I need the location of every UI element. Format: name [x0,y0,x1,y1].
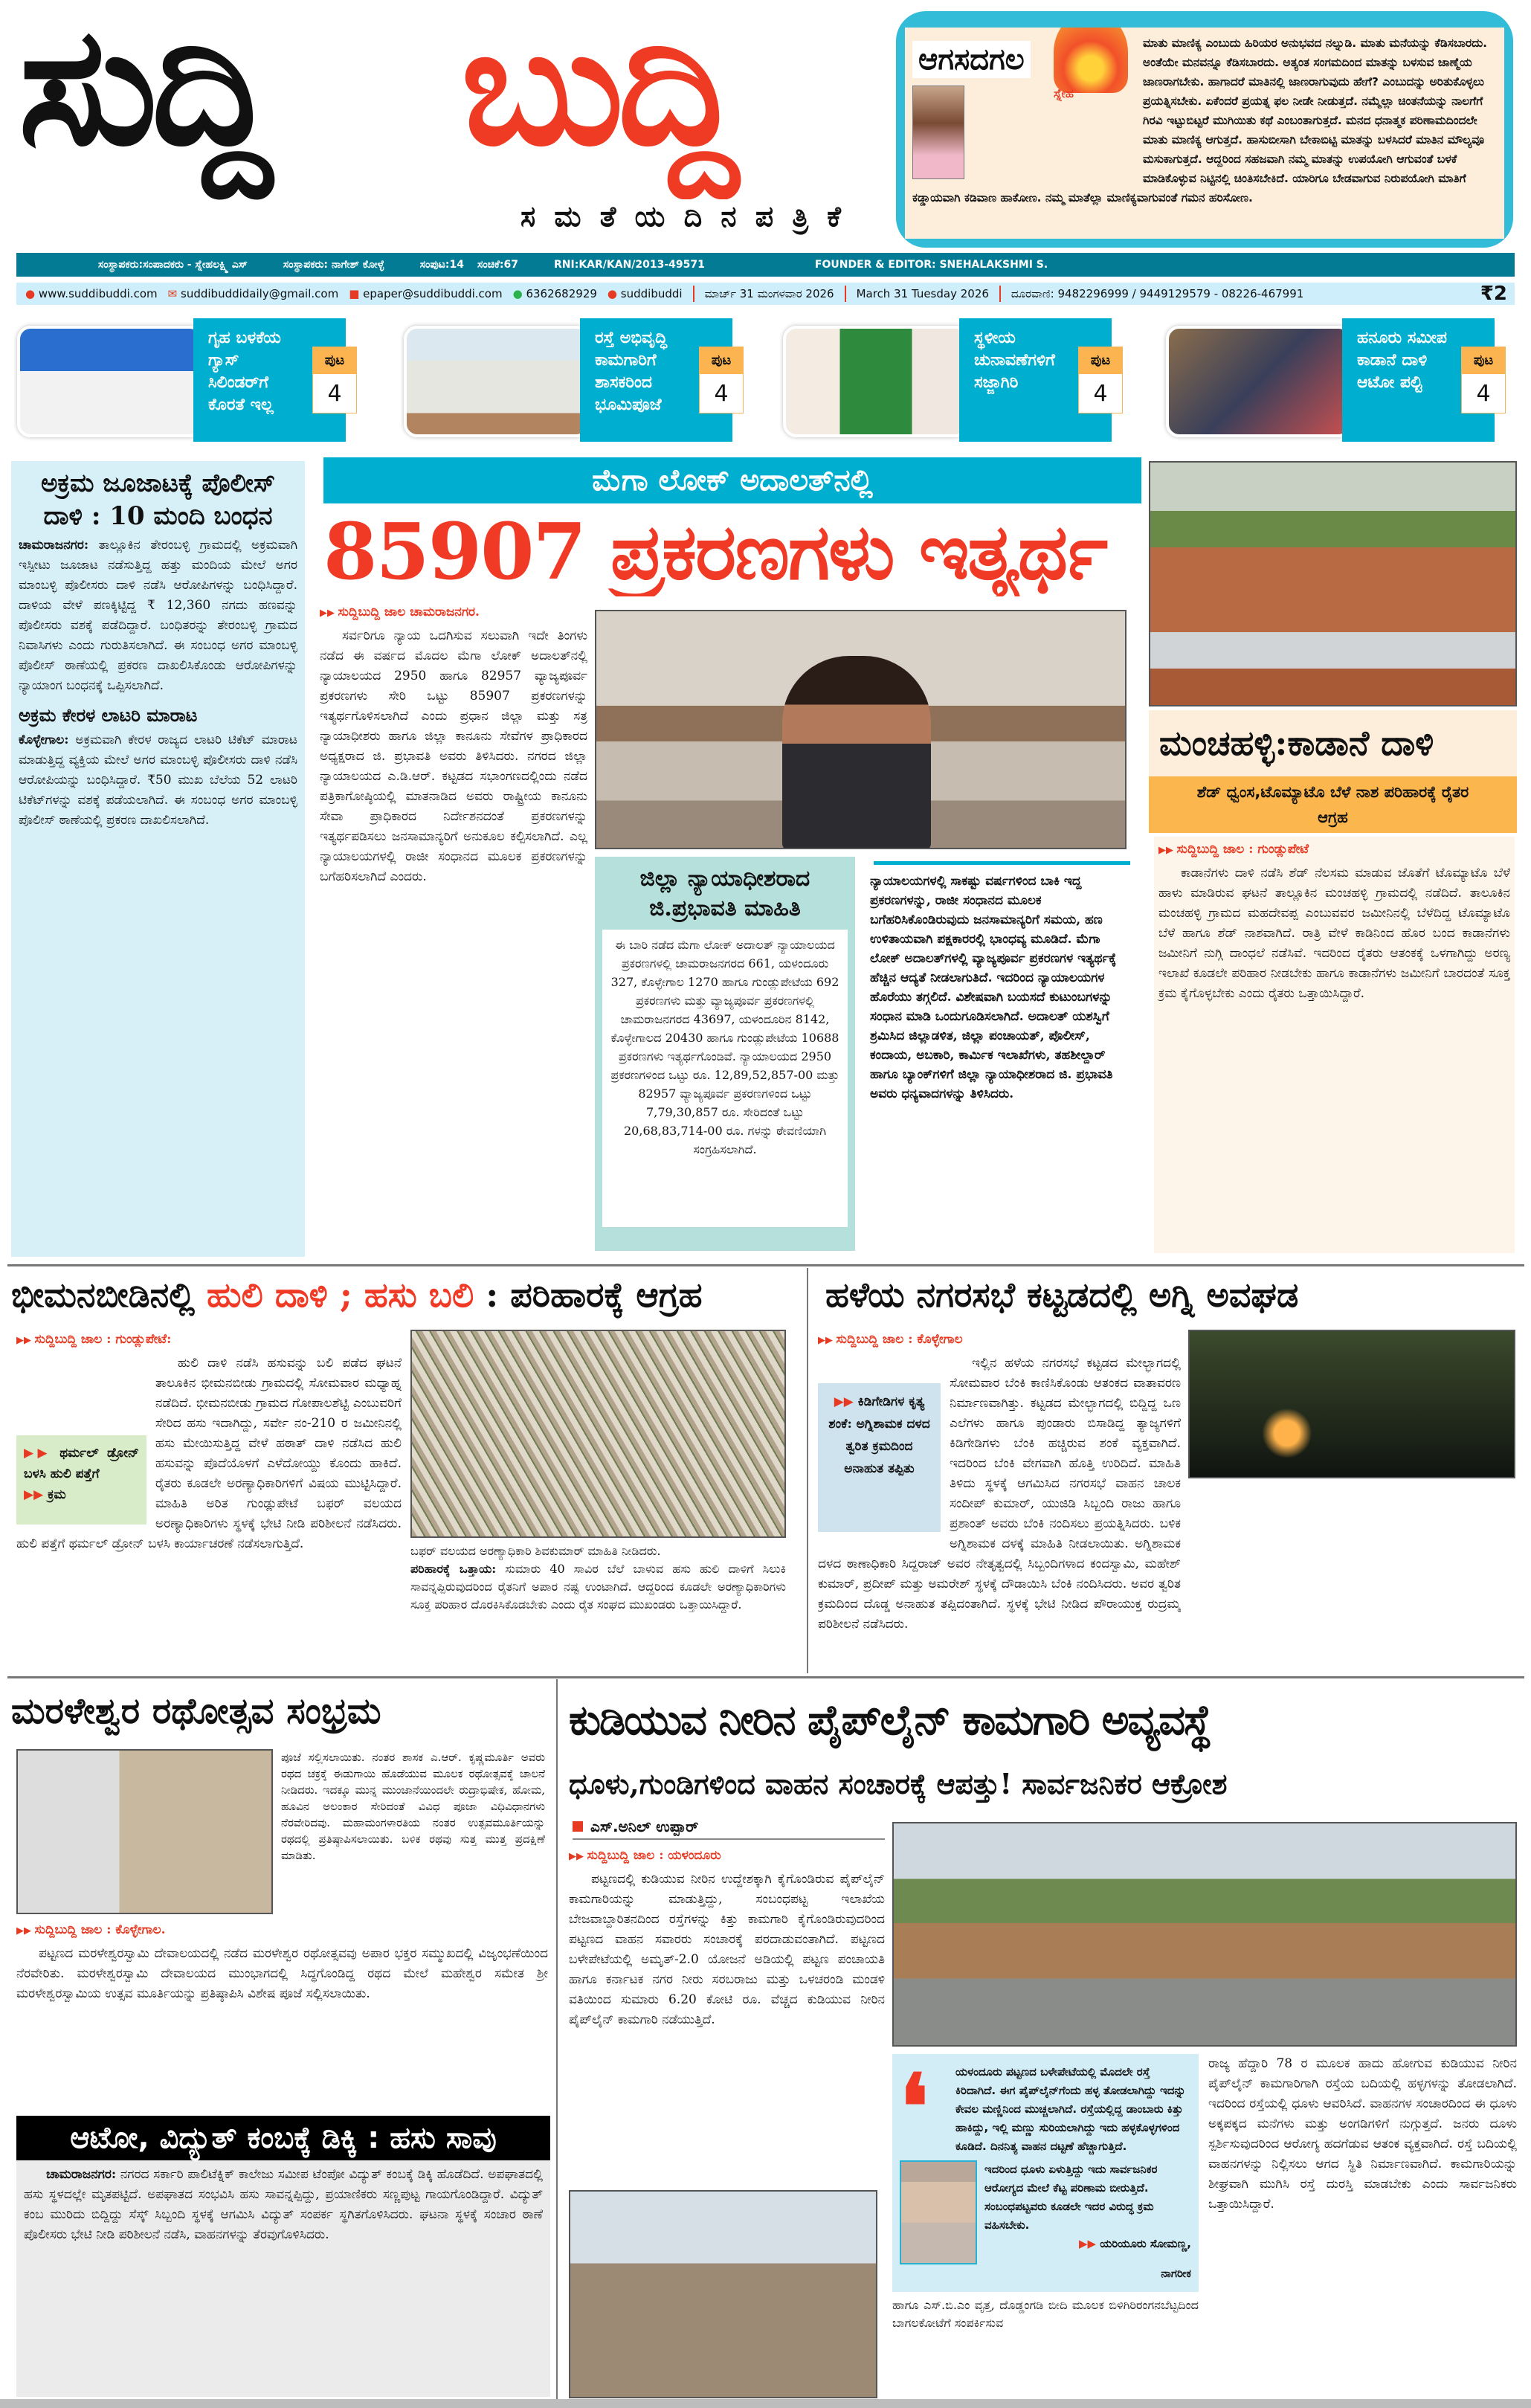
article-tiger-body: ▶▶ ಸುದ್ದಿಬುದ್ದಿ ಜಾಲ : ಗುಂಡ್ಲುಪೇಟೆ: ▶▶ ಥರ್ಮಲ್ ಡ್ರೋನ್ ಬಳಸಿ ಹುಲಿ ಪತ್ತೆಗೆ ▶▶ ಕ್ರಮ ಹುಲಿ ದಾಳಿ ನಡೆಸಿ ಹಸುವನ್ನು ಬಲಿ ಪಡೆದ ಘಟನೆ ತಾಲೂಕಿನ ಭೀಮನಬೀಡು ಗ್ರಾಮದಲ್ಲಿ ಸೋಮವಾರ ಮಧ್ಯಾಹ್ನ ನಡೆದಿದೆ. ಭೀಮನಬೀಡು ಗ್ರಾಮದ ಗೋಪಾಲಶೆಟ್ಟಿ ಎಂಬುವರಿಗೆ ಸೇರಿದ ಹಸು ಇದಾಗಿದ್ದು, ಸರ್ವೇ ನಂ-210 ರ ಜಮೀನಿನಲ್ಲಿ ಹಸು ಮೇಯಿಸುತ್ತಿದ್ದ ವೇಳೆ ಹಠಾತ್ ದಾಳಿ ನಡೆಸಿದ ಹುಲಿ ಹಸುವನ್ನು ಪೊದೆಯೊಳಗೆ ಎಳೆದೋಯ್ದು ಕೊಂದು ಹಾಕಿದೆ. ರೈತರು ಕೂಡಲೇ ಅರಣ್ಯಾಧಿಕಾರಿಗಳಿಗೆ ವಿಷಯ ಮುಟ್ಟಿಸಿದ್ದಾರೆ. ಮಾಹಿತಿ ಅರಿತ ಗುಂಡ್ಲುಪೇಟೆ ಬಫರ್ ವಲಯದ ಅರಣ್ಯಾಧಿಕಾರಿಗಳು ಸ್ಥಳಕ್ಕೆ ಭೇಟಿ ನೀಡಿ ಪರಿಶೀಲನೆ ನಡೆಸಿದರು. ಹುಲಿ ಪತ್ತೆಗೆ ಥರ್ಮಲ್ ಡ್ರೋನ್ ಬಳಸಿ ಕಾರ್ಯಾಚರಣೆ ನಡೆಸಲಾಗುತ್ತಿದೆ. [11,1330,402,1664]
globe-icon: ● [25,287,36,300]
mail-icon: ✉ [167,287,178,300]
publisher-label: ಸಂಸ್ಥಾಪಕರು: ನಾಗೇಶ್ ಕೋಳ್ಳೆ [283,259,384,271]
subheadline: ಶೆಡ್ ಧ್ವಂಸ,ಟೊಮ್ಯಾಟೊ ಬೆಳೆ ನಾಶ ಪರಿಹಾರಕ್ಕೆ ರೈತರ ಆಗ್ರಹ [1149,776,1517,833]
article-body: ಚಾಮರಾಜನಗರ: ತಾಲ್ಲೂಕಿನ ತೇರಂಬಳ್ಳಿ ಗ್ರಾಮದಲ್ಲಿ ಅಕ್ರಮವಾಗಿ ಇಸ್ಪೀಟು ಜೂಜಾಟ ನಡೆಸುತ್ತಿದ್ದ ಹತ್ತು ಮಂದಿಯ ಮೇಲೆ ಅಗರ ಮಾಂಬಳ್ಳಿ ಪೊಲೀಸರು ದಾಳಿ ನಡೆಸಿ ಆರೋಪಿಗಳನ್ನು ಬಂಧಿಸಿದ್ದಾರೆ. ದಾಳಿಯ ವೇಳೆ ಪಣಕ್ಕಿಟ್ಟಿದ್ದ ₹ 12,360 ನಗದು ಹಣವನ್ನು ಪೊಲೀಸರು ವಶಕ್ಕೆ ಪಡೆದಿದ್ದಾರೆ. ಬಂಧಿತರನ್ನು ತೇರಂಬಳ್ಳಿ ಗ್ರಾಮದ ನಿವಾಸಿಗಳು ಎಂದು ಗುರುತಿಸಲಾಗಿದೆ. ಈ ಸಂಬಂಧ ಅಗರ ಮಾಂಬಳ್ಳಿ ಪೊಲೀಸ್ ಠಾಣೆಯಲ್ಲಿ ಪ್ರಕರಣ ದಾಖಲಿಸಿಕೊಂಡು ಆರೋಪಿಗಳನ್ನು ನ್ಯಾಯಾಂಗ ಬಂಧನಕ್ಕೆ ಒಪ್ಪಿಸಲಾಗಿದೆ. [19,538,297,693]
author-photo [912,86,964,179]
judge-photo [595,610,1127,849]
website-link[interactable]: ● www.suddibuddi.com [25,287,158,300]
contact-bar [16,283,1515,305]
info-box-text: ಈ ಬಾರಿ ನಡೆದ ಮೆಗಾ ಲೋಕ್ ಅದಾಲತ್ ನ್ಯಾಯಾಲಯದ ಪ್ರಕರಣಗಳಲ್ಲಿ ಚಾಮರಾಜನಗರದ 661, ಯಳಂದೂರು 327, ಕೊಳ್ಳೇಗಾಲ 1270 ಹಾಗೂ ಗುಂಡ್ಲುಪೇಟೆಯ 692 ಪ್ರಕರಣಗಳು ಮತ್ತು ವ್ಯಾಜ್ಯಪೂರ್ವ ಪ್ರಕರಣಗಳಲ್ಲಿ ಚಾಮರಾಜನಗರದ 43697, ಯಳಂದೂರಿನ 8142, ಕೊಳ್ಳೇಗಾಲದ 20430 ಹಾಗೂ ಗುಂಡ್ಲುಪೇಟೆಯ 10688 ಪ್ರಕರಣಗಳು ಇತ್ಯರ್ಥಗೊಂಡಿವೆ. ನ್ಯಾಯಾಲಯದ 2950 ಪ್ರಕರಣಗಳಿಂದ ಒಟ್ಟು ರೂ. 12,89,52,857-00 ಮತ್ತು 82957 ವ್ಯಾಜ್ಯಪೂರ್ವ ಪ್ರಕರಣಗಳಿಂದ ಒಟ್ಟು 7,79,30,857 ರೂ. ಸೇರಿದಂತೆ ಒಟ್ಟು 20,68,83,714-00 ರೂ. ಗಳನ್ನು ಠೇವಣಿಯಾಗಿ ಸಂಗ್ರಹಿಸಲಾಗಿದೆ. [602,930,848,1227]
teaser-title: ಸ್ಥಳೀಯ ಚುನಾವಣೆಗಳಿಗೆ ಸಜ್ಜಾಗಿರಿ [959,318,1112,442]
pipeline-subheadline: ಧೂಳು,ಗುಂಡಿಗಳಿಂದ ವಾಹನ ಸಂಚಾರಕ್ಕೆ ಆಪತ್ತು! ಸಾರ್ವಜನಿಕರ ಆಕ್ರೋಶ [569,1767,1228,1800]
column-divider [556,1679,558,2401]
teaser-title: ಗೃಹ ಬಳಕೆಯ ಗ್ಯಾಸ್ ಸಿಲಿಂಡರ್‌ಗೆ ಕೊರತೆ ಇಲ್ಲ [193,318,346,442]
pipeline-headline: ಕುಡಿಯುವ ನೀರಿನ ಪೈಪ್‌ಲೈನ್ ಕಾಮಗಾರಿ ಅವ್ಯವಸ್ಥೆ [569,1696,1211,1745]
teaser-photo [1166,326,1352,437]
article-festival-body: ▶▶ ಸುದ್ದಿಬುದ್ದಿ ಜಾಲ : ಕೊಳ್ಳೇಗಾಲ. ಪಟ್ಟಣದ ಮರಳೇಶ್ವರಸ್ವಾಮಿ ದೇವಾಲಯದಲ್ಲಿ ನಡೆದ ಮರಳೇಶ್ವರ ರಥೋತ್ಸವವು ಅಪಾರ ಭಕ್ತರ ಸಮ್ಮುಖದಲ್ಲಿ ವಿಜೃಂಭಣೆಯಿಂದ ನೆರವೇರಿತು. ಮರಳೇಶ್ವರಸ್ವಾಮಿ ದೇವಾಲಯದ ಮುಂಭಾಗದಲ್ಲಿ ಸಿದ್ಧಗೊಂಡಿದ್ದ ರಥದ ಮೇಲೆ ಮಹೇಶ್ವರ ಸಮೇತ ಶ್ರೀ ಮರಳೇಶ್ವರಸ್ವಾಮಿಯ ಉತ್ಸವ ಮೂರ್ತಿಯನ್ನು ಪ್ರತಿಷ್ಠಾಪಿಸಿ ವಿಶೇಷ ಪೂಜೆ ಸಲ್ಲಿಸಲಾಯಿತು. [16,1920,548,2110]
email-link[interactable]: ✉ suddibuddidaily@gmail.com [167,287,339,300]
teaser-photo [783,326,969,437]
quote-author: ಯರಿಯೂರು ಸೋಮಣ್ಣ, [1100,2237,1191,2250]
info-bar [16,253,1515,277]
teaser-road[interactable] [398,318,740,442]
teaser-photo [404,326,590,437]
issue-label: ಸಂಚಿಕೆ:67 [477,259,519,271]
article-auto-body: ಚಾಮರಾಜನಗರ: ನಗರದ ಸರ್ಕಾರಿ ಪಾಲಿಟೆಕ್ನಿಕ್ ಕಾಲೇಜು ಸಮೀಪ ಟೆಂಪೋ ವಿದ್ಯುತ್ ಕಂಬಕ್ಕೆ ಡಿಕ್ಕಿ ಹೊಡೆದಿದೆ. ಅಪಘಾತದಲ್ಲಿ ಹಸು ಸ್ಥಳದಲ್ಲೇ ಮೃತಪಟ್ಟಿದೆ. ಅಪಘಾತದ ಸಂಭವಿಸಿ ಹಸು ಸಾವನ್ನಪ್ಪಿದ್ದು, ಪ್ರಯಾಣಿಕರು ಸಣ್ಣಪುಟ್ಟ ಗಾಯಗೊಂಡಿದ್ದಾರೆ. ವಿದ್ಯುತ್ ಕಂಬ ಮುರಿದು ಬಿದ್ದಿದ್ದು ಸೆಸ್ಕ್ ಸಿಬ್ಬಂದಿ ಸ್ಥಳಕ್ಕೆ ಆಗಮಿಸಿ ವಿದ್ಯುತ್ ಸಂಪರ್ಕ ಸ್ಥಗಿತಗೊಳಿಸಿದರು. ಘಟನಾ ಸ್ಥಳಕ್ಕೆ ಸಂಚಾರ ಠಾಣೆ ಪೊಲೀಸರು ಭೇಟಿ ನೀಡಿ ಪರಿಶೀಲನೆ ನಡೆಸಿ, ವಾಹನಗಳನ್ನು ತೆರವುಗೊಳಿಸಿದರು. [24,2167,543,2242]
festival-headline: ಮರಳೇಶ್ವರ ರಥೋತ್ಸವ ಸಂಭ್ರಮ [11,1690,381,1732]
article-auto [16,2116,550,2397]
volume-label: ಸಂಪುಟ:14 [419,259,465,271]
tiger-headline: ಭೀಮನಬೀಡಿನಲ್ಲಿ ಹುಲಿ ದಾಳಿ ; ಹಸು ಬಲಿ : ಪರಿಹಾರಕ್ಕೆ ಆಗ್ರಹ [11,1275,703,1315]
info-box-title: ಜಿಲ್ಲಾ ನ್ಯಾಯಾಧೀಶರಾದ ಜಿ.ಪ್ರಭಾವತಿ ಮಾಹಿತಿ [639,866,810,921]
elephant-headline-box [1149,710,1517,833]
masthead [0,0,892,245]
epaper-icon: ■ [349,287,360,300]
column-header [912,33,1135,182]
fire-sidebar: ▶▶ ಕಿಡಿಗೇಡಿಗಳ ಕೃತ್ಯ ಶಂಕೆ: ಅಗ್ನಿಶಾಮಕ ದಳದ ತ್ವರಿತ ಕ್ರಮದಿಂದ ಅನಾಹುತ ತಪ್ಪಿತು [818,1383,941,1532]
quote-box: ❛ ಯಳಂದೂರು ಪಟ್ಟಣದ ಬಳೇಪೇಟೆಯಲ್ಲಿ ಮೊದಲೇ ರಸ್ತೆ ಕಿರಿದಾಗಿದೆ. ಈಗ ಪೈಪ್‌ಲೈನ್‌ಗೆಂದು ಹಳ್ಳ ತೋಡಲಾಗಿದ್ದು ಇದನ್ನು ಕೇವಲ ಮಣ್ಣಿನಿಂದ ಮುಚ್ಚಲಾಗಿದೆ. ರಸ್ತೆಯಲ್ಲಿದ್ದ ಡಾಂಬಾರು ಕಿತ್ತು ಹಾಕಿದ್ದು, ಇಲ್ಲಿ ಮಣ್ಣು ಸುರಿಯಲಾಗಿದ್ದು ಇದು ಹಳ್ಳಕೊಳ್ಳಗಳಿಂದ ಕೂಡಿದೆ. ದಿನನಿತ್ಯ ವಾಹನ ದಟ್ಟಣೆ ಹೆಚ್ಚಾಗುತ್ತಿದೆ. ಇದರಿಂದ ಧೂಳು ಏಳುತ್ತಿದ್ದು ಇದು ಸಾರ್ವಜನಿಕರ ಆರೋಗ್ಯದ ಮೇಲೆ ಕೆಟ್ಟ ಪರಿಣಾಮ ಬೀರುತ್ತಿದೆ. ಸಂಬಂಧಪಟ್ಟವರು ಕೂಡಲೇ ಇದರ ವಿರುದ್ಧ ಕ್ರಮ ವಹಿಸಬೇಕು. ▶▶ ಯರಿಯೂರು ಸೋಮಣ್ಣ, ನಾಗರೀಕ [892,2054,1199,2292]
teaser-title: ಹನೂರು ಸಮೀಪ ಕಾಡಾನೆ ದಾಳಿ ಆಟೋ ಪಲ್ಟಿ [1342,318,1495,442]
footer-bar [0,2399,1531,2408]
teaser-election[interactable] [777,318,1119,442]
social-handle: ● suddibuddi [607,287,683,300]
pipeline-road-photo [892,1822,1517,2047]
pipeline-street-photo [569,2190,877,2398]
byline-marker-icon [573,1821,583,1832]
tiger-sidebar: ▶▶ ಥರ್ಮಲ್ ಡ್ರೋನ್ ಬಳಸಿ ಹುಲಿ ಪತ್ತೆಗೆ ▶▶ ಕ್ರಮ [16,1435,146,1525]
teaser-elephant-auto[interactable] [1160,318,1502,442]
pipeline-tail: ಹಾಗೂ ಎಸ್.ಬಿ.ಎಂ ವೃತ್ತ, ದೊಡ್ಡಂಗಡಿ ಬೀದಿ ಮೂಲಕ ಬಿಳಿಗಿರಿರಂಗನಬೆಟ್ಟದಿಂದ ಬಾಗಲಕೋಟೆಗೆ ಸಂಪರ್ಕಿಸುವ [892,2298,1199,2330]
column-author: ಸ್ನೇಹ [1054,86,1074,100]
page-badge: ಪುಟ 4 [1078,347,1123,413]
auto-headline: ಆಟೋ, ವಿದ್ಯುತ್ ಕಂಬಕ್ಕೆ ಡಿಕ್ಕಿ : ಹಸು ಸಾವು [16,2116,550,2160]
section-divider [7,1264,1524,1266]
article-tiger [11,1272,799,1672]
founder-label: FOUNDER & EDITOR: SNEHALAKSHMI S. [814,259,1048,271]
masthead-tagline: ಸ ಮ ತೆ ಯ ದಿ ನ ಪ ತ್ರಿ ಕೆ [513,199,853,234]
elephant-damage-photo [1149,461,1517,706]
tiger-kill-photo [410,1330,786,1538]
page-badge: ಪುಟ 4 [312,347,357,413]
sunset-logo-icon [1054,28,1128,93]
logo-suddi: ಸುದ್ದಿ [19,0,266,181]
epaper-link[interactable]: ■ epaper@suddibuddi.com [349,287,503,300]
column-divider [807,1268,808,1673]
whatsapp-icon: ● [512,287,523,300]
article-gambling [11,461,305,1257]
article-body: ಕೊಳ್ಳೇಗಾಲ: ಅಕ್ರಮವಾಗಿ ಕೇರಳ ರಾಜ್ಯದ ಲಾಟರಿ ಟಿಕೆಟ್ ಮಾರಾಟ ಮಾಡುತ್ತಿದ್ದ ವ್ಯಕ್ತಿಯ ಮೇಲೆ ಅಗರ ಮಾಂಬಳ್ಳಿ ಪೊಲೀಸರು ದಾಳಿ ನಡೆಸಿ ಆರೋಪಿಯನ್ನು ಬಂಧಿಸಿದ್ದಾರೆ. ₹50 ಮುಖ ಬೆಲೆಯ 52 ಲಾಟರಿ ಟಿಕೆಟ್‌ಗಳನ್ನು ವಶಕ್ಕೆ ಪಡೆಯಲಾಗಿದೆ. ಈ ಸಂಬಂಧ ಅಗರ ಮಾಂಬಳ್ಳಿ ಪೊಲೀಸ್ ಠಾಣೆಯಲ್ಲಿ ಪ್ರಕರಣ ದಾಖಲಿಸಲಾಗಿದೆ. [19,733,298,828]
teaser-title: ರಸ್ತೆ ಅಭಿವೃದ್ಧಿ ಕಾಮಗಾರಿಗೆ ಶಾಸಕರಿಂದ ಭೂಮಿಪೂಜೆ [580,318,732,442]
headline: ಅಕ್ರಮ ಜೂಜಾಟಕ್ಕೆ ಪೊಲೀಸ್ ದಾಳಿ : 10 ಮಂದಿ ಬಂಧನ [40,469,276,531]
subheadline: ಅಕ್ರಮ ಕೇರಳ ಲಾಟರಿ ಮಾರಾಟ [19,704,198,726]
article-fire-body: ▶▶ ಸುದ್ದಿಬುದ್ದಿ ಜಾಲ : ಕೊಳ್ಳೇಗಾಲ ▶▶ ಕಿಡಿಗೇಡಿಗಳ ಕೃತ್ಯ ಶಂಕೆ: ಅಗ್ನಿಶಾಮಕ ದಳದ ತ್ವರಿತ ಕ್ರಮದಿಂದ ಅನಾಹುತ ತಪ್ಪಿತು ಇಲ್ಲಿನ ಹಳೆಯ ನಗರಸಭೆ ಕಟ್ಟಡದ ಮೇಲ್ಭಾಗದಲ್ಲಿ ಸೋಮವಾರ ಬೆಂಕಿ ಕಾಣಿಸಿಕೊಂಡು ಆತಂಕದ ವಾತಾವರಣ ನಿರ್ಮಾಣವಾಗಿತ್ತು. ಕಟ್ಟಡದ ಮೇಲ್ಭಾಗದಲ್ಲಿ ಬಿದ್ದಿದ್ದ ಒಣ ಎಲೆಗಳು ಹಾಗೂ ಪುಂಡಾರು ಬಿಸಾಡಿದ್ದ ತ್ಯಾಜ್ಯಗಳಿಗೆ ಕಿಡಿಗೇಡಿಗಳು ಬೆಂಕಿ ಹಚ್ಚಿರುವ ಶಂಕೆ ವ್ಯಕ್ತವಾಗಿದೆ. ಇದರಿಂದ ಬೆಂಕಿ ವೇಗವಾಗಿ ಹೊತ್ತಿ ಉರಿದಿದೆ. ಮಾಹಿತಿ ತಿಳಿದು ಸ್ಥಳಕ್ಕೆ ಆಗಮಿಸಿದ ನಗರಸಭೆ ವಾಹನ ಚಾಲಕ ಸಂದೀಪ್ ಕುಮಾರ್, ಯುಜಿಡಿ ಸಿಬ್ಬಂದಿ ರಾಜು ಹಾಗೂ ಪ್ರಶಾಂತ್ ಅವರು ಬೆಂಕಿ ನಂದಿಸಲು ಪ್ರಯತ್ನಿಸಿದರು. ಬಳಿಕ ಅಗ್ನಿಶಾಮಕ ದಳಕ್ಕೆ ಮಾಹಿತಿ ನೀಡಲಾಯಿತು. ಅಗ್ನಿಶಾಮಕ ದಳದ ಠಾಣಾಧಿಕಾರಿ ಸಿದ್ದರಾಜ್ ಅವರ ನೇತೃತ್ವದಲ್ಲಿ ಸಿಬ್ಬಂದಿಗಳಾದ ಕಂದಸ್ವಾಮಿ, ಮಹೇಶ್ ಕುಮಾರ್, ಪ್ರದೀಪ್ ಮತ್ತು ಅಮರೇಶ್ ಸ್ಥಳಕ್ಕೆ ದೌಡಾಯಿಸಿ ಬೆಂಕಿ ನಂದಿಸಿದರು. ಅವರ ತ್ವರಿತ ಕ್ರಮದಿಂದ ದೊಡ್ಡ ಅನಾಹುತ ತಪ್ಪಿದಂತಾಗಿದೆ. ಸ್ಥಳಕ್ಕೆ ಭೇಟಿ ನೀಡಿದ ಪೌರಾಯುಕ್ತ ರುದ್ರಮ್ಮ ಪರಿಶೀಲನೆ ನಡೆಸಿದರು. [818,1330,1181,1664]
headline: ಮಂಚಹಳ್ಳಿ:ಕಾಡಾನೆ ದಾಳಿ [1159,723,1434,763]
info-box [595,857,855,1251]
teaser-photo [17,326,203,437]
column-title: ಆಗಸದಗಲ [912,41,1031,78]
article-lok-adalat-side: ನ್ಯಾಯಾಲಯಗಳಲ್ಲಿ ಸಾಕಷ್ಟು ವರ್ಷಗಳಿಂದ ಬಾಕಿ ಇದ್ದ ಪ್ರಕರಣಗಳನ್ನು, ರಾಜೀ ಸಂಧಾನದ ಮೂಲಕ ಬಗೆಹರಿಸಿಕೊಂಡಿರುವುದು ಜನಸಾಮಾನ್ಯರಿಗೆ ಸಮಯ, ಹಣ ಉಳಿತಾಯವಾಗಿ ಪಕ್ಷಕಾರರಲ್ಲಿ ಭಾಂಧವ್ಯ ಮೂಡಿದೆ. ಮೆಗಾ ಲೋಕ್ ಅದಾಲತ್‌ಗಳಲ್ಲಿ ವ್ಯಾಜ್ಯಪೂರ್ವ ಪ್ರಕರಣಗಳ ಇತ್ಯರ್ಥಕ್ಕೆ ಹೆಚ್ಚಿನ ಆದ್ಯತೆ ನೀಡಲಾಗುತಿದೆ. ಇದರಿಂದ ನ್ಯಾಯಾಲಯಗಳ ಹೊರೆಯು ತಗ್ಗಲಿದೆ. ವಿಶೇಷವಾಗಿ ಬಯಸದೆ ಕುಟುಂಬಗಳನ್ನು ಸಂಧಾನ ಮಾಡಿ ಒಂದುಗೂಡಿಸಲಾಗಿದೆ. ಅದಾಲತ್ ಯಶಸ್ವಿಗೆ ಶ್ರಮಿಸಿದ ಜಿಲ್ಲಾಡಳಿತ, ಜಿಲ್ಲಾ ಪಂಚಾಯತ್, ಪೊಲೀಸ್, ಕಂದಾಯ, ಅಬಕಾರಿ, ಕಾರ್ಮಿಕ ಇಲಾಖೆಗಳು, ತಹಶೀಲ್ದಾರ್ ಹಾಗೂ ಬ್ಯಾಂಕ್‌ಗಳಿಗೆ ಜಿಲ್ಲಾ ನ್ಯಾಯಾಧೀಶರಾದ ಜಿ. ಪ್ರಭಾವತಿ ಅವರು ಧನ್ಯವಾದಗಳನ್ನು ತಿಳಿಸಿದರು. [870,874,1117,1101]
phone-numbers: ದೂರವಾಣಿ: 9482296999 / 9449129579 - 08226-467991 [1011,287,1304,300]
citizen-photo [900,2160,977,2264]
page-badge: ಪುಟ 4 [699,347,744,413]
fire-headline: ಹಳೆಯ ನಗರಸಭೆ ಕಟ್ಟಡದಲ್ಲಿ ಅಗ್ನಿ ಅವಘಡ [825,1275,1299,1315]
byline: ಎಸ್.ಅನಿಲ್ ಉಪ್ಪಾರ್ [573,1816,885,1840]
kicker-banner: ಮೆಗಾ ಲೋಕ್ ಅದಾಲತ್‌ನಲ್ಲಿ [323,457,1141,503]
price: ₹2 [1480,283,1507,305]
section-divider [7,1676,1524,1678]
festival-body-side: ಪೂಜೆ ಸಲ್ಲಿಸಲಾಯಿತು. ನಂತರ ಶಾಸಕ ಎ.ಆರ್. ಕೃಷ್ಣಮೂರ್ತಿ ಅವರು ರಥದ ಚಕ್ರಕ್ಕೆ ಈಡುಗಾಯಿ ಹೊಡೆಯುವ ಮೂಲಕ ರಥೋತ್ಸವಕ್ಕೆ ಚಾಲನೆ ನೀಡಿದರು. ಇದಕ್ಕೂ ಮುನ್ನ ಮುಂಜಾನೆಯಿಂದಲೇ ರುದ್ರಾಭಿಷೇಕ, ಹೋಮ, ಹೂವಿನ ಅಲಂಕಾರ ಸೇರಿದಂತೆ ವಿವಿಧ ಪೂಜಾ ವಿಧಿವಿಧಾನಗಳು ನೆರವೇರಿದವು. ಮಹಾಮಂಗಳಾರತಿಯ ನಂತರ ಉತ್ಸವಮೂರ್ತಿಯನ್ನು ರಥದಲ್ಲಿ ಪ್ರತಿಷ್ಠಾಪಿಸಲಾಯಿತು. ಬಳಿಕ ರಥವು ಸುತ್ತ ಮುತ್ತ ಪ್ರದಕ್ಷಿಣೆ ಮಾಡಿತು. [281,1751,545,1862]
quote-column [892,2054,1199,2398]
article-pipeline-body: ▶▶ ಸುದ್ದಿಬುದ್ದಿ ಜಾಲ : ಯಳಂದೂರು ಪಟ್ಟಣದಲ್ಲಿ ಕುಡಿಯುವ ನೀರಿನ ಉದ್ದೇಶಕ್ಕಾಗಿ ಕೈಗೊಂಡಿರುವ ಪೈಪ್‌ಲೈನ್ ಕಾಮಗಾರಿಯನ್ನು ಮಾಡುತ್ತಿದ್ದು, ಸಂಬಂಧಪಟ್ಟ ಇಲಾಖೆಯ ಬೇಜವಾಬ್ದಾರಿತನದಿಂದ ರಸ್ತೆಗಳನ್ನು ಕಿತ್ತು ಕಾಮಗಾರಿ ಕೈಗೊಂಡಿರುವುದರಿಂದ ಪಟ್ಟಣದ ವಾಹನ ಸವಾರರು ಸಂಚಾರಕ್ಕೆ ಪರದಾಡುವಂತಾಗಿದೆ. ಪಟ್ಟಣದ ಬಳೇಪೇಟೆಯಲ್ಲಿ ಅಮೃತ್-2.0 ಯೋಜನೆ ಅಡಿಯಲ್ಲಿ ಪಟ್ಟಣ ಪಂಚಾಯತಿ ಹಾಗೂ ಕರ್ನಾಟಕ ನಗರ ನೀರು ಸರಬರಾಜು ಮತ್ತು ಒಳಚರಂಡಿ ಮಂಡಳಿ ವತಿಯಿಂದ ಸುಮಾರು 6.20 ಕೋಟಿ ರೂ. ವೆಚ್ಚದ ಕುಡಿಯುವ ನೀರಿನ ಪೈಪ್‌ಲೈನ್ ಕಾಮಗಾರಿ ನಡೆಯುತ್ತಿದೆ. [569,1846,885,2184]
article-fire [818,1272,1521,1672]
article-elephant-body: ▶▶ ಸುದ್ದಿಬುದ್ದಿ ಜಾಲ : ಗುಂಡ್ಲುಪೇಟೆ ಕಾಡಾನೆಗಳು ದಾಳಿ ನಡೆಸಿ ಶೆಡ್ ನೆಲಸಮ ಮಾಡುವ ಜೊತೆಗೆ ಟೊಮ್ಯಾಟೊ ಬೆಳೆ ಹಾಳು ಮಾಡಿರುವ ಘಟನೆ ತಾಲ್ಲೂಕಿನ ಮಂಚಹಳ್ಳಿ ಗ್ರಾಮದಲ್ಲಿ ನಡೆದಿದೆ. ತಾಲೂಕಿನ ಮಂಚಹಳ್ಳಿ ಗ್ರಾಮದ ಮಹದೇವಪ್ಪ ಎಂಬುವವರ ಜಮೀನಿನಲ್ಲಿ ಬೆಳೆದಿದ್ದ ಟೊಮ್ಯಾಟೊ ಬೆಳೆ ಹಾಗೂ ಶೆಡ್ ನಾಶವಾಗಿದೆ. ರಾತ್ರಿ ವೇಳೆ ಕಾಡಿನಿಂದ ಹೊರ ಬಂದ ಕಾಡಾನೆಗಳು ಜಮೀನಿಗೆ ನುಗ್ಗಿ ದಾಂಧಲೆ ನಡೆಸಿವೆ. ಇದರಿಂದ ರೈತರು ಆತಂಕಕ್ಕೆ ಒಳಗಾಗಿದ್ದು ಅರಣ್ಯ ಇಲಾಖೆ ಕೂಡಲೇ ಪರಿಹಾರ ನೀಡಬೇಕು ಹಾಗೂ ಕಾಡಾನೆಗಳು ಜಮೀನಿಗೆ ಬಾರದಂತೆ ಸೂಕ್ತ ಕ್ರಮ ಕೈಗೊಳ್ಳಬೇಕು ಎಂದು ರೈತರು ಒತ್ತಾಯಿಸಿದ್ದಾರೆ. [1154,837,1515,1253]
logo-buddi: ಬುದ್ದಿ [461,0,733,181]
fire-photo [1188,1330,1515,1478]
youtube-icon: ● [607,287,617,300]
page-badge: ಪುಟ 4 [1461,347,1506,413]
whatsapp-number: ● 6362682929 [512,287,597,300]
rni-label: RNI:KAR/KAN/2013-49571 [554,259,705,271]
editor-label: ಸಂಸ್ಥಾಪಕರು:ಸಂಪಾದಕರು - ಸ್ನೇಹಲಕ್ಷ್ಮಿ ಎಸ್ [98,259,248,271]
date-english: March 31 Tuesday 2026 [856,287,989,300]
quote-role: ನಾಗರೀಕ [1161,2267,1191,2280]
article-pipeline-body2: ರಾಜ್ಯ ಹೆದ್ದಾರಿ 78 ರ ಮೂಲಕ ಹಾದು ಹೋಗುವ ಕುಡಿಯುವ ನೀರಿನ ಪೈಪ್‌ಲೈನ್ ಕಾಮಗಾರಿಗಾಗಿ ರಸ್ತೆಯ ಬದಿಯಲ್ಲಿ ಹಳ್ಳಗಳನ್ನು ತೋಡಲಾಗಿದೆ. ಇದರಿಂದ ರಸ್ತೆಯಲ್ಲಿ ಧೂಳು ಆವರಿಸಿದೆ. ವಾಹನಗಳ ಸಂಚಾರದಿಂದ ಈ ಧೂಳು ಅಕ್ಕಪಕ್ಕದ ಮನೆಗಳು ಮತ್ತು ಅಂಗಡಿಗಳಿಗೆ ನುಗ್ಗುತ್ತದೆ. ಜನರು ದೂಳು ಸ್ಪರ್ಶಿಸುವುದರಿಂದ ಆರೋಗ್ಯ ಹದಗೆಡುವ ಆತಂಕ ವ್ಯಕ್ತವಾಗಿದೆ. ರಸ್ತೆ ಬದಿಯಲ್ಲಿ ವಾಹನಗಳನ್ನು ನಿಲ್ಲಿಸಲು ಆಗದ ಸ್ಥಿತಿ ನಿರ್ಮಾಣವಾಗಿದೆ. ಕಾಮಗಾರಿಯನ್ನು ಶೀಘ್ರವಾಗಿ ಮುಗಿಸಿ ರಸ್ತೆ ದುರಸ್ತಿ ಮಾಡಬೇಕು ಎಂದು ಸಾರ್ವಜನಿಕರು ಒತ್ತಾಯಿಸಿದ್ದಾರೆ. [1208,2056,1517,2212]
article-lok-adalat-body: ▶▶ ಸುದ್ದಿಬುದ್ದಿ ಜಾಲ ಚಾಮರಾಜನಗರ. ಸರ್ವರಿಗೂ ನ್ಯಾಯ ಒದಗಿಸುವ ಸಲುವಾಗಿ ಇದೇ ತಿಂಗಳು ನಡೆದ ಈ ವರ್ಷದ ಮೊದಲ ಮೆಗಾ ಲೋಕ್ ಅದಾಲತ್‌ನಲ್ಲಿ ನ್ಯಾಯಾಲಯದ 2950 ಹಾಗೂ 82957 ವ್ಯಾಜ್ಯಪೂರ್ವ ಪ್ರಕರಣಗಳು ಸೇರಿ ಒಟ್ಟು 85907 ಪ್ರಕರಣಗಳನ್ನು ಇತ್ಯರ್ಥಗೊಳಿಸಲಾಗಿದೆ ಎಂದು ಪ್ರಧಾನ ಜಿಲ್ಲಾ ಮತ್ತು ಸತ್ರ ನ್ಯಾಯಾಧೀಶರು ಹಾಗೂ ಜಿಲ್ಲಾ ಕಾನೂನು ಸೇವೆಗಳ ಪ್ರಾಧಿಕಾರದ ಅಧ್ಯಕ್ಷರಾದ ಜಿ. ಪ್ರಭಾವತಿ ಅವರು ತಿಳಿಸಿದರು. ನಗರದ ಜಿಲ್ಲಾ ನ್ಯಾಯಾಲಯದ ಎ.ಡಿ.ಆರ್. ಕಟ್ಟಡದ ಸಭಾಂಗಣದಲ್ಲಿಂದು ನಡೆದ ಪತ್ರಿಕಾಗೋಷ್ಠಿಯಲ್ಲಿ ಮಾತನಾಡಿದ ಅವರು ರಾಷ್ಟ್ರೀಯ ಕಾನೂನು ಸೇವಾ ಪ್ರಾಧಿಕಾರದ ನಿರ್ದೇಶನದಂತೆ ಪ್ರಕರಣಗಳನ್ನು ಇತ್ಯರ್ಥಪಡಿಸಲು ಜನಸಾಮಾನ್ಯರಿಗೆ ಅನುಕೂಲ ಕಲ್ಪಿಸಲಾಗಿದೆ. ಎಲ್ಲ ನ್ಯಾಯಾಲಯಗಳಲ್ಲಿ ರಾಜೀ ಸಂಧಾನದ ಮೂಲಕ ಪ್ರಕರಣಗಳನ್ನು ಬಗೆಹರಿಸಲಾಗಿದೆ ಎಂದರು. [320,602,587,1255]
column-box [896,11,1513,248]
tiger-caption: ಬಫರ್ ವಲಯದ ಅರಣ್ಯಾಧಿಕಾರಿ ಶಿವಕುಮಾರ್ ಮಾಹಿತಿ ನೀಡಿದರು. ಪರಿಹಾರಕ್ಕೆ ಒತ್ತಾಯ: ಸುಮಾರು 40 ಸಾವಿರ ಬೆಲೆ ಬಾಳುವ ಹಸು ಹುಲಿ ದಾಳಿಗೆ ಸಿಲುಕಿ ಸಾವನ್ನಪ್ಪಿರುವುದರಿಂದ ರೈತನಿಗೆ ಅಪಾರ ನಷ್ಟ ಉಂಟಾಗಿದೆ. ಆದ್ದರಿಂದ ಕೂಡಲೇ ಅರಣ್ಯಾಧಿಕಾರಿಗಳು ಸೂಕ್ತ ಪರಿಹಾರ ದೊರಕಿಸಿಕೊಡಬೇಕು ಎಂದು ರೈತ ಸಂಘದ ಮುಖಂಡರು ಒತ್ತಾಯಿಸಿದ್ದಾರೆ. [410,1544,786,1612]
lead-headline: 85907 ಪ್ರಕರಣಗಳು ಇತ್ಯರ್ಥ [323,507,1106,596]
date-kannada: ಮಾರ್ಚ್ 31 ಮಂಗಳವಾರ 2026 [704,287,834,300]
column-text: ಮಾತು ಮಾಣಿಕ್ಯ ಎಂಬುದು ಹಿರಿಯರ ಅನುಭವದ ನಲ್ನುಡಿ. ಮಾತು ಮನೆಯನ್ನು ಕೆಡಿಸಬಾರದು. ಅಂತೆಯೇ ಮನವನ್ನೂ ಕೆಡಿಸಬಾರದು. ಅತ್ಯಂತ ಸಂಗಮದಿಂದ ಮಾತನ್ನು ಬಳಸುವ ಜಾಣ್ಮೆಯ ಜಾಣರಾಗಬೇಕು. ಹಾಗಾದರೆ ಮಾತಿನಲ್ಲಿ ಜಾಣರಾಗುವುದು ಹೇಗೆ? ಎಂಬುದನ್ನು ಅರಿತುಕೊಳ್ಳಲು ಪ್ರಯತ್ನಿಸಬೇಕು. ಏಕೆಂದರೆ ಪ್ರಯತ್ನ ಫಲ ನೀಡೇ ನೀಡುತ್ತದೆ. ನಮ್ಮೆಲ್ಲಾ ಚಿಂತನೆಯನ್ನು ನಾಲಗೆಗೆ ಗಿರವಿ ಇಟ್ಟುಬಿಟ್ಟರೆ ಮುಗಿಯಿತು ಕಥೆ ಎಂಬಂತಾಗುತ್ತದೆ. ಮನದ ಧನಾತ್ಮಕ ಪರಿಣಾಮದಿಂದಲೇ ಮಾತು ಮಾಣಿಕ್ಯ ಆಗುತ್ತದೆ. ಹಾಸುಬೀಸಾಗಿ ಬೇಕಾಬಿಟ್ಟಿ ಮಾತನ್ನು ಬಳಸಿದರೆ ಮಾತಿನ ಮೌಲ್ಯವೂ ಮಸುಕಾಗುತ್ತದೆ. ಆದ್ದರಿಂದ ಸಹಜವಾಗಿ ನಮ್ಮ ಮಾತನ್ನು ಉಪಯೋಗಿ ಆಗುವಂತೆ ಬಳಕೆ ಮಾಡಿಕೊಳ್ಳುವ ನಿಟ್ಟಿನಲ್ಲಿ ಚಿಂತಿಸಬೇಕಿದೆ. ಯಾರಿಗೂ ಬೇಡವಾಗುವ ನಿರುಪಯೋಗಿ ಮಾತಿಗೆ ಕಡ್ಡಾಯವಾಗಿ ಕಡಿವಾಣ ಹಾಕೋಣ. ನಮ್ಮ ಮಾತೆಲ್ಲಾ ಮಾಣಿಕ್ಯವಾಗುವಂತೆ ಗಮನ ಹರಿಸೋಣ. [912,36,1488,205]
quote-mark-icon: ❛ [900,2063,929,2145]
divider [874,861,1130,865]
festival-photo [16,1749,273,1914]
teaser-gas[interactable] [11,318,353,442]
